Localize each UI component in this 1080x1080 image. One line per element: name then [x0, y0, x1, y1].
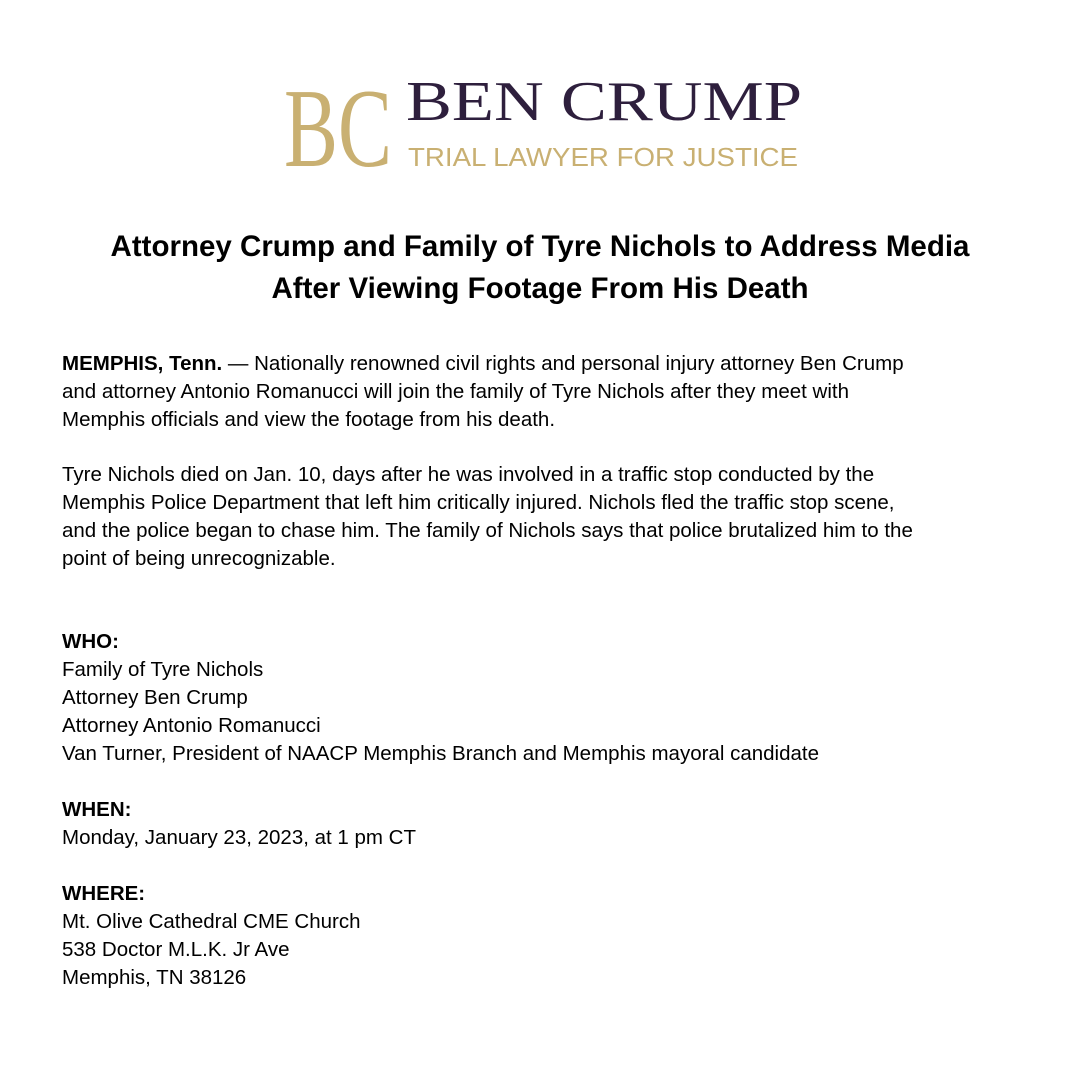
paragraph-line: point of being unrecognizable.: [62, 547, 336, 570]
dateline: MEMPHIS, Tenn.: [62, 352, 223, 375]
when-label: WHEN:: [62, 798, 132, 821]
paragraph-text: — Nationally renowned civil rights and personal injury attorney Ben Crump: [222, 352, 904, 375]
where-venue: Mt. Olive Cathedral CME Church: [62, 910, 361, 933]
where-city: Memphis, TN 38126: [62, 966, 247, 989]
who-item: Attorney Ben Crump: [62, 686, 248, 709]
paragraph-line: Memphis Police Department that left him critically injured. Nichols fled the traffic stop scene,: [62, 491, 895, 514]
who-label: WHO:: [62, 630, 119, 653]
when-value: Monday, January 23, 2023, at 1 pm CT: [62, 826, 417, 849]
headline-line: Attorney Crump and Family of Tyre Nichols to Address Media: [110, 230, 970, 263]
logo-firm-name: BEN CRUMP: [406, 71, 802, 133]
paragraph-line: and the police began to chase him. The family of Nichols says that police brutalized him to the: [62, 519, 913, 542]
paragraph-line: Memphis officials and view the footage from his death.: [62, 408, 556, 431]
intro-paragraph: [62, 350, 1052, 434]
paragraph-line: [62, 350, 1052, 378]
where-label: WHERE:: [62, 882, 146, 905]
where-street: 538 Doctor M.L.K. Jr Ave: [62, 938, 290, 961]
background-paragraph: [62, 461, 1052, 573]
press-release-headline: [20, 226, 1060, 310]
paragraph-line: Tyre Nichols died on Jan. 10, days after he was involved in a traffic stop conducted by the: [62, 463, 875, 486]
who-item: Attorney Antonio Romanucci: [62, 714, 321, 737]
who-item: Van Turner, President of NAACP Memphis Branch and Memphis mayoral candidate: [62, 742, 819, 765]
when-section: [62, 796, 1052, 852]
logo-monogram: BC: [284, 67, 392, 174]
paragraph-line: and attorney Antonio Romanucci will join the family of Tyre Nichols after they meet with: [62, 380, 849, 403]
where-section: [62, 880, 1052, 992]
logo-tagline: TRIAL LAWYER FOR JUSTICE: [408, 142, 798, 172]
ben-crump-logo: [284, 66, 804, 174]
who-section: [62, 628, 1052, 768]
who-item: Family of Tyre Nichols: [62, 658, 264, 681]
headline-line: After Viewing Footage From His Death: [271, 272, 809, 305]
